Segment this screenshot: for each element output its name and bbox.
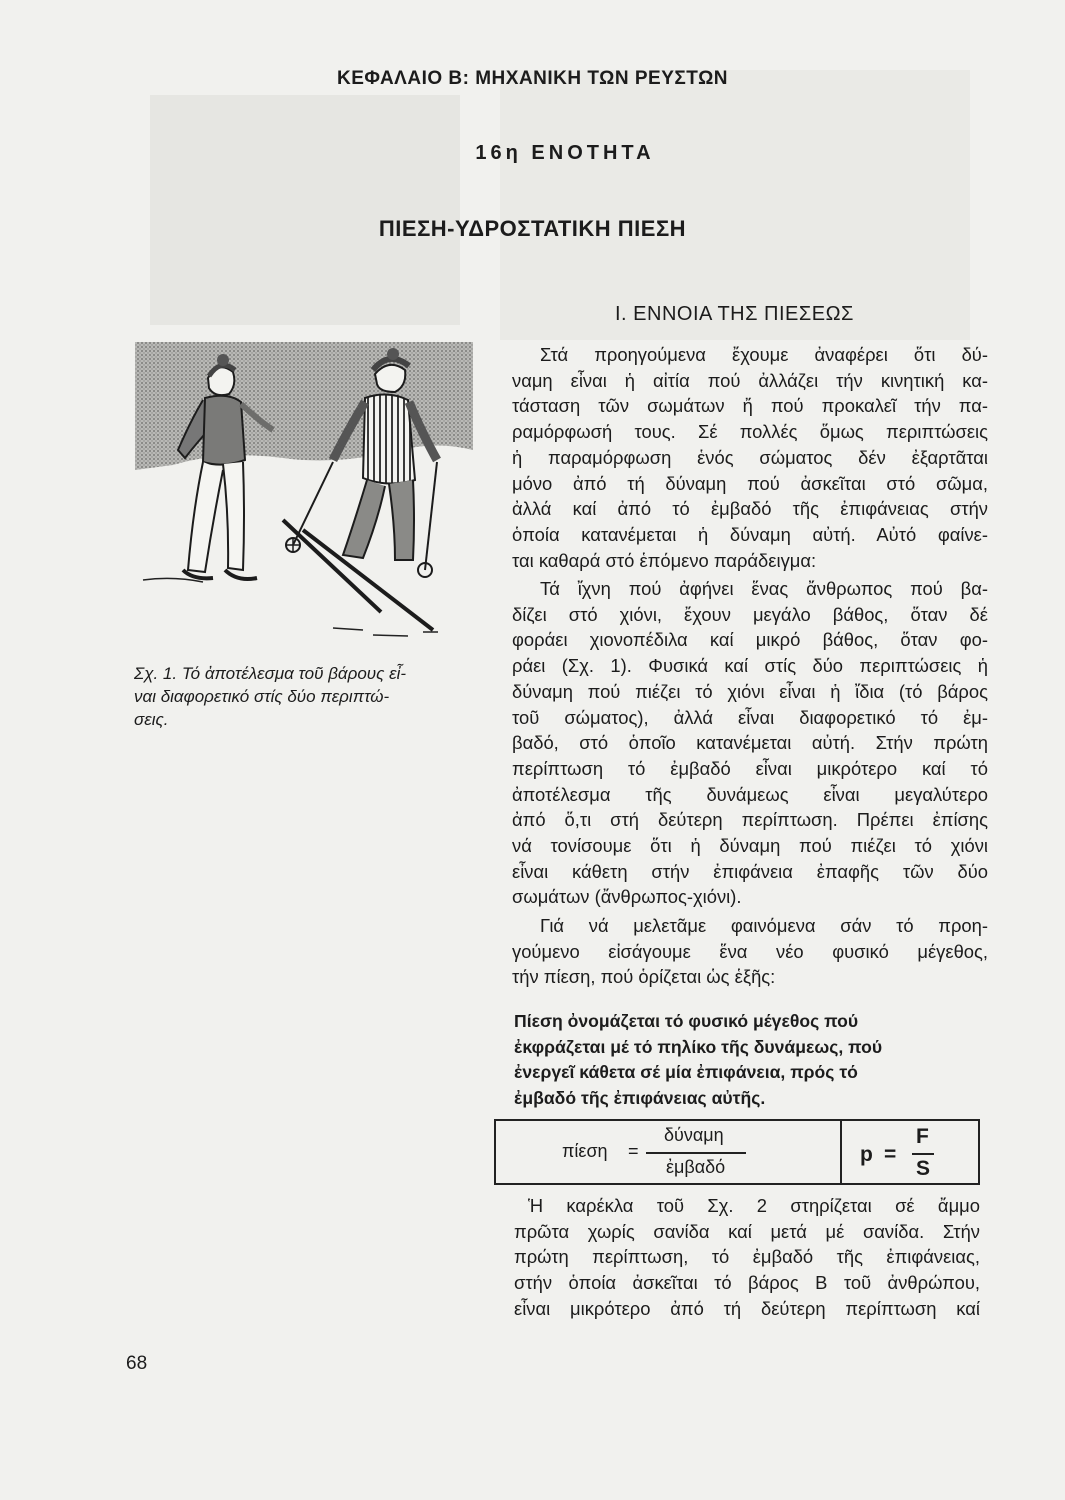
text-line: Τά ἴχνη πού ἀφήνει ἕνας ἄνθρωπος πού βα- — [540, 578, 988, 599]
formula-symbol-numerator: F — [916, 1125, 929, 1148]
paragraph-1 — [512, 342, 988, 573]
text-line: σωμάτων (ἄνθρωπος-χιόνι). — [512, 886, 742, 908]
formula-divider — [840, 1121, 842, 1183]
text-line: στήν ὁποία ἀσκεῖται τό βάρος Β τοῦ ἀνθρώπου, — [514, 1272, 980, 1294]
text-line: νά τονίσουμε ὅτι ἡ δύναμη πού πιέζει τό χιόνι — [512, 835, 988, 857]
formula-symbol-equals: = — [884, 1143, 897, 1166]
text-line: Ἡ καρέκλα τοῦ Σχ. 2 στηρίζεται σέ ἄμμο — [528, 1195, 980, 1216]
chapter-heading: ΚΕΦΑΛΑΙΟ Β: ΜΗΧΑΝΙΚΗ ΤΩΝ ΡΕΥΣΤΩΝ — [336, 68, 729, 89]
text-line: εἶναι κάθετη στήν ἐπιφάνεια ἐπαφῆς τῶν δύο — [512, 860, 988, 882]
text-line: Στά προηγούμενα ἔχουμε ἀναφέρει ὅτι δύ- — [540, 344, 988, 365]
text-line: τάσταση τῶν σωμάτων ἤ πού προκαλεῖ τήν πα- — [512, 395, 988, 417]
figure-caption — [134, 662, 474, 731]
formula-lhs: πίεση — [562, 1141, 608, 1161]
figure-skiers — [133, 330, 475, 650]
formula-symbol-denominator: S — [916, 1157, 931, 1180]
formula-denominator: ἐμβαδό — [666, 1157, 726, 1177]
text-line: ται καθαρά στό ἑπόμενο παράδειγμα: — [512, 549, 817, 571]
text-line: ἀπό ὅ,τι στή δεύτερη περίπτωση. Πρέπει ἐπίσης — [512, 809, 988, 831]
unit-heading: 16η ΕΝΟΤΗΤΑ — [475, 142, 655, 164]
paragraph-2 — [512, 576, 988, 910]
skiers-illustration — [133, 330, 475, 650]
caption-line: Σχ. 1. Τό ἀποτέλεσμα τοῦ βάρους εἶ- — [134, 664, 407, 683]
text-line: ἡ παραμόρφωση ἑνός σώματος δέν ἐξαρτᾶται — [512, 446, 988, 468]
text-line: περίπτωση τό ἐμβαδό εἶναι μικρότερο καί τό — [512, 757, 988, 779]
show-through-block — [500, 70, 970, 340]
paragraph-4 — [514, 1193, 980, 1322]
formula-box — [494, 1119, 980, 1185]
definition-line: ἐκφράζεται μέ τό πηλίκο τῆς δυνάμεως, πού — [514, 1036, 883, 1057]
text-line: δίζει στό χιόνι, ἔχουν μεγάλο βάθος, ὅταν δέ — [512, 603, 988, 625]
caption-line: ναι διαφορετικό στίς δύο περιπτώ- — [134, 687, 390, 706]
section-heading: Ι. ΕΝΝΟΙΑ ΤΗΣ ΠΙΕΣΕΩΣ — [615, 303, 854, 325]
definition-block — [514, 1009, 974, 1111]
text-line: ραμόρφωσή τους. Σέ πολλές ὅμως περιπτώσεις — [512, 421, 988, 443]
text-line: βαδό, στό ὁποῖο κατανέμεται αὐτή. Στήν πρώτη — [512, 732, 988, 754]
page-title: ΠΙΕΣΗ-ΥΔΡΟΣΤΑΤΙΚΗ ΠΙΕΣΗ — [378, 216, 687, 241]
text-line: δύναμη πού πιέζει τό χιόνι εἶναι ἡ ἴδια (τό βάρος — [512, 680, 988, 702]
text-line: ἀποτέλεσμα τῆς δυνάμεως εἶναι μεγαλύτερο — [512, 783, 988, 805]
text-line: ἀλλά καί ἀπό τό ἐμβαδό τῆς ἐπιφάνειας στήν — [512, 498, 988, 520]
formula-equals: = — [628, 1141, 639, 1161]
text-line: εἶναι μικρότερο ἀπό τή δεύτερη περίπτωση καί — [514, 1297, 980, 1319]
text-line: ναμη εἶναι ἡ αἰτία πού ἀλλάζει τήν κινητική κα- — [512, 369, 988, 391]
symbol-fraction-bar — [912, 1153, 934, 1155]
formula-symbol: p — [860, 1143, 873, 1166]
text-line: φοράει χιονοπέδιλα καί μικρό βάθος, ὅταν φο- — [512, 629, 988, 651]
formula-numerator: δύναμη — [664, 1125, 724, 1145]
paragraph-3 — [512, 913, 988, 990]
text-line: ράει (Σχ. 1). Φυσικά καί στίς δύο περιπτώσεις ἡ — [512, 655, 988, 677]
text-line: πρώτη περίπτωση, τό ἐμβαδό τῆς ἐπιφάνειας, — [514, 1246, 980, 1268]
caption-line: σεις. — [134, 710, 169, 729]
text-line: μόνο ἀπό τή δύναμη πού ἀσκεῖται στό σῶμα, — [512, 472, 988, 494]
definition-line: Πίεση ὀνομάζεται τό φυσικό μέγεθος πού — [514, 1011, 859, 1031]
page-number: 68 — [126, 1353, 148, 1374]
definition-line: ἐνεργεῖ κάθετα σέ μία ἐπιφάνεια, πρός τό — [514, 1062, 858, 1082]
show-through-block — [150, 95, 460, 325]
text-line: πρῶτα χωρίς σανίδα καί μετά μέ σανίδα. Στήν — [514, 1220, 980, 1242]
fraction-bar — [646, 1152, 746, 1154]
text-line: ὁποία κατανέμεται ἡ δύναμη αὐτή. Αὐτό φαίνε- — [512, 523, 988, 545]
text-line: τοῦ σώματος), ἀλλά εἶναι διαφορετικό τό ἐμ- — [512, 706, 988, 728]
text-line: γούμενο εἰσάγουμε ἕνα νέο φυσικό μέγεθος, — [512, 940, 988, 962]
text-line: τήν πίεση, πού ὁρίζεται ὡς ἑξῆς: — [512, 966, 776, 988]
definition-line: ἐμβαδό τῆς ἐπιφάνειας αὐτῆς. — [514, 1087, 766, 1108]
text-line: Γιά νά μελετᾶμε φαινόμενα σάν τό προη- — [540, 915, 988, 936]
